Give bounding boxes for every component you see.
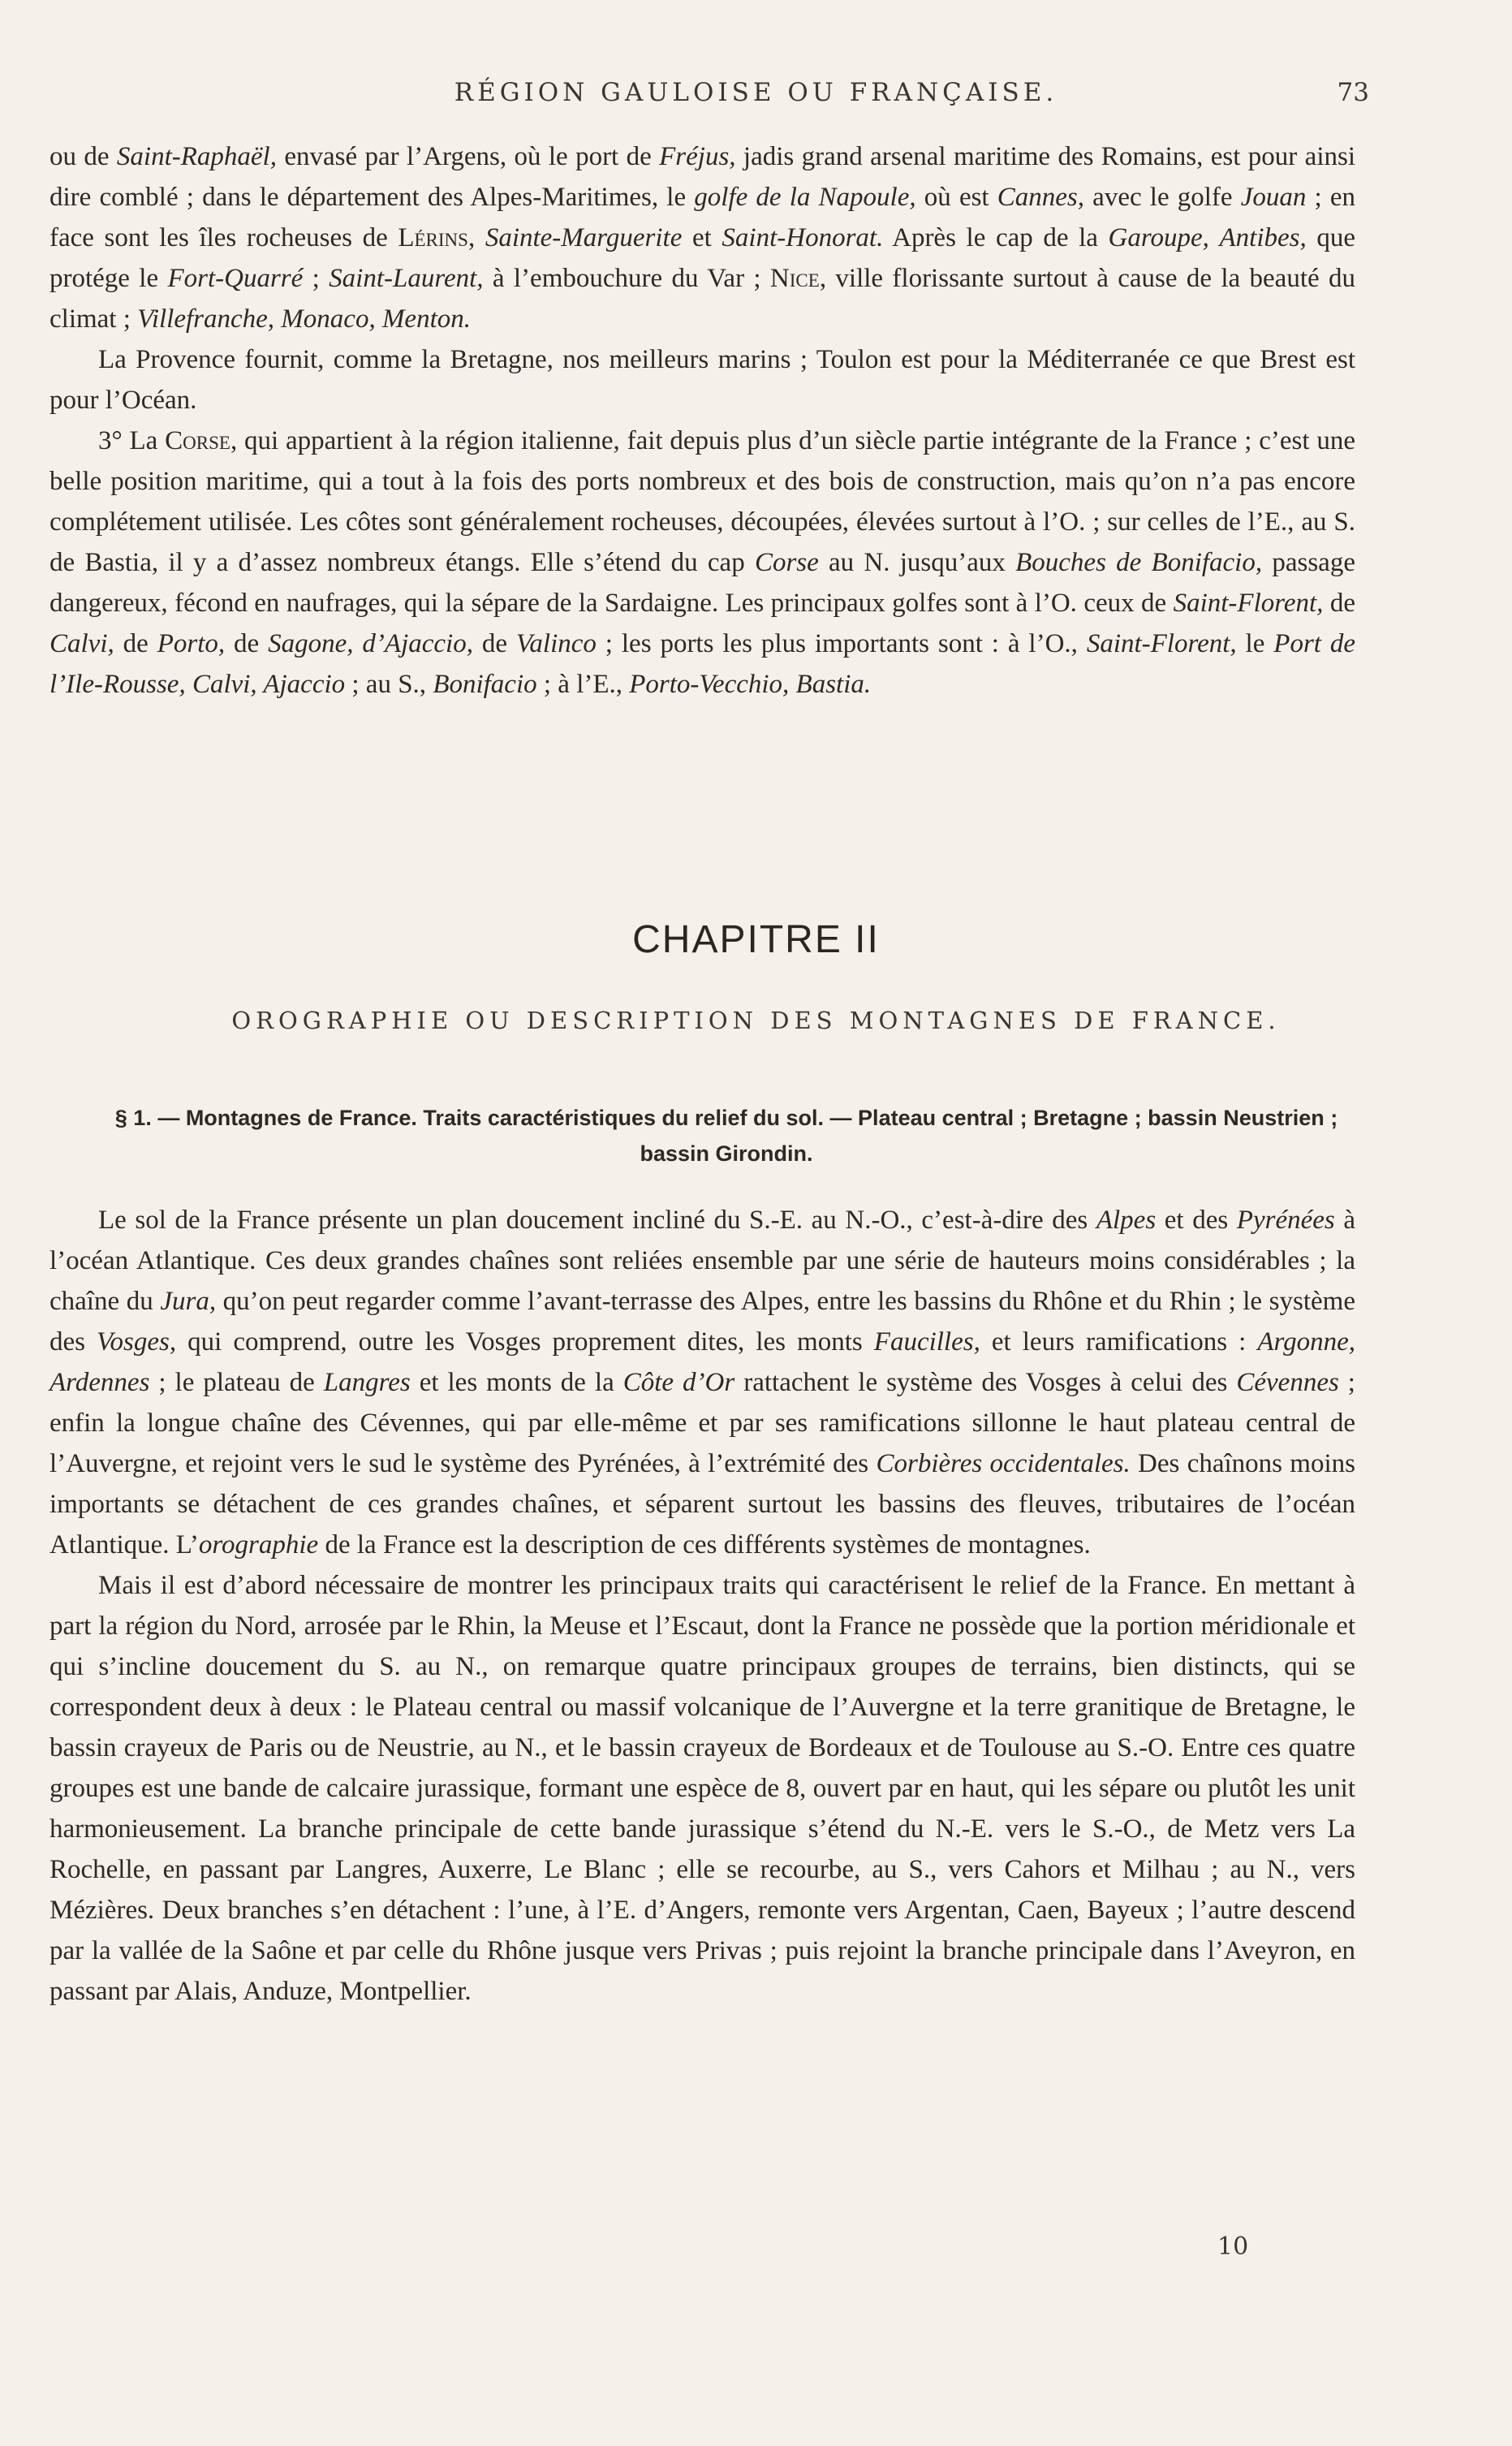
chapter-subtitle: OROGRAPHIE OU DESCRIPTION DES MONTAGNES DE FRANCE.: [231, 1007, 1281, 1034]
paragraph-relief-overview: Le sol de la France présente un plan doucement incliné du S.-E. au N.-O., c’est-à-dire des Alpes et des Pyrénées à l’océan Atlantique. Ces deux grandes chaînes sont reliées ensemble par une série de hauteurs moins considérables ; la chaîne du Jura, qu’on peut regarder comme l’avant-terrasse des Alpes, entre les bassins du Rhône et du Rhin ; le système des Vosges, qui comprend, outre les Vosges proprement dites, les monts Faucilles, et leurs ramifications : Argonne, Ardennes ; le plateau de Langres et les monts de la Côte d’Or rattachent le système des Vosges à celui des Cévennes ; enfin la longue chaîne des Cévennes, qui par elle-même et par ses ramifications sillonne le haut plateau central de l’Auvergne, et rejoint vers le sud le système des Pyrénées, à l’extrémité des Corbières occidentales. Des chaînons moins importants se détachent de ces grandes chaînes, et séparent surtout les bassins des fleuves, tributaires de l’océan Atlantique. L’orographie de la France est la description de ces différents systèmes de montagnes.: [50, 1206, 1355, 1559]
text-block-provence-corse: [50, 136, 1355, 705]
text-block-orographie: [50, 1200, 1355, 2012]
chapter-title: CHAPITRE II: [632, 918, 880, 961]
paragraph-provence-marins: La Provence fournit, comme la Bretagne, nos meilleurs marins ; Toulon est pour la Méditerranée ce que Brest est pour l’Océan.: [50, 345, 1355, 415]
paragraph-relief-traits: Mais il est d’abord nécessaire de montrer les principaux traits qui caractérisent le relief de la France. En mettant à part la région du Nord, arrosée par le Rhin, la Meuse et l’Escaut, dont la France ne possède que la portion méridionale et qui s’incline doucement du S. au N., on remarque quatre principaux groupes de terrains, bien distincts, qui se correspondent deux à deux : le Plateau central ou massif volcanique de l’Auvergne et la terre granitique de Bretagne, le bassin crayeux de Paris ou de Neustrie, au N., et le bassin crayeux de Bordeaux et de Toulouse au S.-O. Entre ces quatre groupes est une bande de calcaire jurassique, formant une espèce de 8, ouvert par en haut, qui les sépare ou plutôt les unit harmonieusement. La branche principale de cette bande jurassique s’étend du N.-E. vers le S.-O., de Metz vers La Rochelle, en passant par Langres, Auxerre, Le Blanc ; elle se recourbe, au S., vers Cahors et Milhau ; au N., vers Mézières. Deux branches s’en détachent : l’une, à l’E. d’Angers, remonte vers Argentan, Caen, Bayeux ; l’autre descend par la vallée de la Saône et par celle du Rhône jusque vers Privas ; puis rejoint la branche principale dans l’Aveyron, en passant par Alais, Anduze, Montpellier.: [50, 1571, 1355, 2006]
signature-mark: 10: [1217, 2232, 1249, 2261]
page-number: 73: [1337, 78, 1369, 107]
section-heading: § 1. — Montagnes de France. Traits caractéristiques du relief du sol. — Plateau central ; Bretagne ; bassin Neustrien ; bassin Girondin.: [114, 1106, 1338, 1166]
paragraph-provence-coast: ou de Saint-Raphaël, envasé par l’Argens, où le port de Fréjus, jadis grand arsenal maritime des Romains, est pour ainsi dire comblé ; dans le département des Alpes-Maritimes, le golfe de la Napoule, où est Cannes, avec le golfe Jouan ; en face sont les îles rocheuses de Lérins, Sainte-Marguerite et Saint-Honorat. Après le cap de la Garoupe, Antibes, que protége le Fort-Quarré ; Saint-Laurent, à l’embouchure du Var ; Nice, ville florissante surtout à cause de la beauté du climat ; Villefranche, Monaco, Menton.: [50, 142, 1356, 334]
running-header: RÉGION GAULOISE OU FRANÇAISE.: [454, 78, 1058, 107]
paragraph-corse: 3° La Corse, qui appartient à la région italienne, fait depuis plus d’un siècle partie intégrante de la France ; c’est une belle position maritime, qui a tout à la fois des ports nombreux et des bois de construction, mais qu’on n’a pas encore complétement utilisée. Les côtes sont généralement rocheuses, découpées, élevées surtout à l’O. ; sur celles de l’E., au S. de Bastia, il y a d’assez nombreux étangs. Elle s’étend du cap Corse au N. jusqu’aux Bouches de Bonifacio, passage dangereux, fécond en naufrages, qui la sépare de la Sardaigne. Les principaux golfes sont à l’O. ceux de Saint-Florent, de Calvi, de Porto, de Sagone, d’Ajaccio, de Valinco ; les ports les plus importants sont : à l’O., Saint-Florent, le Port de l’Ile-Rousse, Calvi, Ajaccio ; au S., Bonifacio ; à l’E., Porto-Vecchio, Bastia.: [50, 426, 1356, 699]
